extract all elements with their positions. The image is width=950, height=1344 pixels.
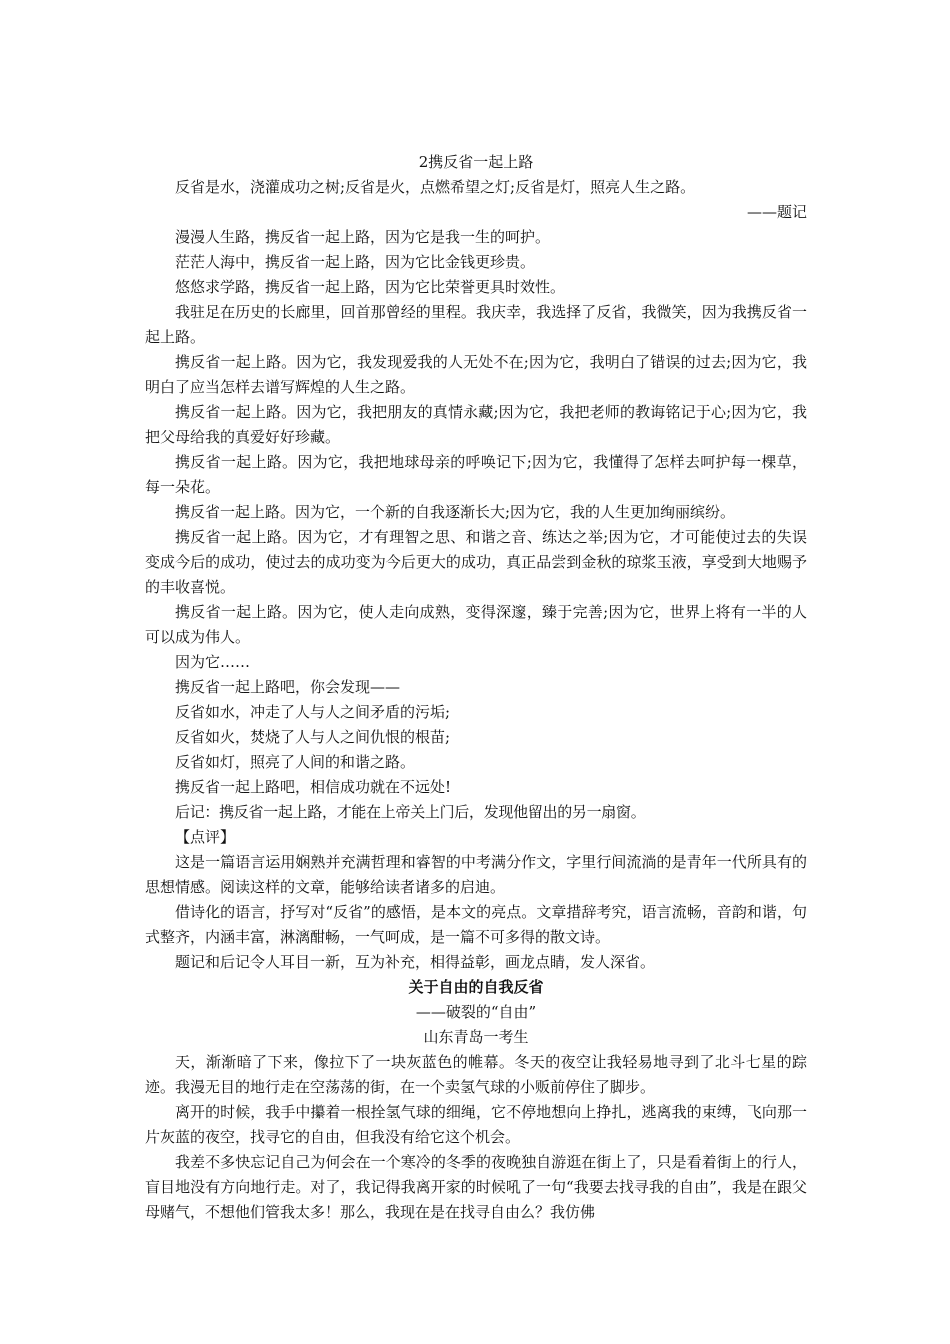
article-title: 2携反省一起上路 (418, 153, 534, 171)
paragraph: 我差不多快忘记自己为何会在一个寒冷的冬季的夜晚独自游逛在街上了，只是看着街上的行人，盲目地没有方向地行走。对了，我记得我离开家的时候吼了一句“我要去找寻我的自由”，我是在跟父母赌气，不想他们管我太多！那么，我现在是在找寻自由么？我仿佛 (145, 1153, 807, 1221)
paragraph: 携反省一起上路。因为它，使人走向成熟，变得深邃，臻于完善;因为它，世界上将有一半的人可以成为伟人。 (145, 603, 807, 646)
paragraph: 悠悠求学路，携反省一起上路，因为它比荣誉更具时效性。 (175, 278, 566, 296)
paragraph: 携反省一起上路。因为它，我发现爱我的人无处不在;因为它，我明白了错误的过去;因为它，我明白了应当怎样去谱写辉煌的人生之路。 (145, 353, 807, 396)
epigraph: 反省是水，浇灌成功之树;反省是火，点燃希望之灯;反省是灯，照亮人生之路。 (175, 178, 696, 196)
paragraph: 漫漫人生路，携反省一起上路，因为它是我一生的呵护。 (175, 228, 551, 246)
paragraph: 携反省一起上路吧，你会发现—— (175, 678, 401, 696)
paragraph: 因为它…… (175, 653, 251, 671)
paragraph: 天，渐渐暗了下来，像拉下了一块灰蓝色的帷幕。冬天的夜空让我轻易地寻到了北斗七星的踪迹。我漫无目的地行走在空荡荡的街，在一个卖氢气球的小贩前停住了脚步。 (145, 1053, 807, 1096)
review-paragraph: 借诗化的语言，抒写对“反省”的感悟，是本文的亮点。文章措辞考究，语言流畅，音韵和谐，句式整齐，内涵丰富，淋漓酣畅，一气呵成，是一篇不可多得的散文诗。 (145, 903, 807, 946)
review-paragraph: 题记和后记令人耳目一新，互为补充，相得益彰，画龙点睛，发人深省。 (175, 953, 656, 971)
article-title-2: 关于自由的自我反省 (408, 978, 544, 996)
paragraph: 携反省一起上路。因为它，我把朋友的真情永藏;因为它，我把老师的教诲铭记于心;因为它，我把父母给我的真爱好好珍藏。 (145, 403, 807, 446)
paragraph: 我驻足在历史的长廊里，回首那曾经的里程。我庆幸，我选择了反省，我微笑，因为我携反省一起上路。 (145, 303, 807, 346)
paragraph: 携反省一起上路。因为它，才有理智之思、和谐之音、练达之举;因为它，才可能使过去的失误变成今后的成功，使过去的成功变为今后更大的成功，真正品尝到金秋的琼浆玉液，享受到大地赐予的丰收喜悦。 (145, 528, 807, 596)
paragraph: 携反省一起上路吧，相信成功就在不远处! (175, 778, 452, 796)
paragraph: 茫茫人海中，携反省一起上路，因为它比金钱更珍贵。 (175, 253, 536, 271)
review-heading: 【点评】 (175, 828, 236, 846)
article-subtitle: ——破裂的“自由” (415, 1003, 537, 1021)
epigraph-attribution: ——题记 (746, 203, 807, 221)
paragraph: 离开的时候，我手中攥着一根拴氢气球的细绳，它不停地想向上挣扎，逃离我的束缚，飞向那一片灰蓝的夜空，找寻它的自由，但我没有给它这个机会。 (145, 1103, 807, 1146)
review-paragraph: 这是一篇语言运用娴熟并充满哲理和睿智的中考满分作文，字里行间流淌的是青年一代所具有的思想情感。阅读这样的文章，能够给读者诸多的启迪。 (145, 853, 807, 896)
article-author: 山东青岛一考生 (423, 1028, 529, 1046)
paragraph: 携反省一起上路。因为它，一个新的自我逐渐长大;因为它，我的人生更加绚丽缤纷。 (175, 503, 736, 521)
document-body (145, 150, 807, 1225)
paragraph: 反省如火，焚烧了人与人之间仇恨的根苗; (175, 728, 451, 746)
postscript: 后记：携反省一起上路，才能在上帝关上门后，发现他留出的另一扇窗。 (175, 803, 646, 821)
paragraph: 反省如灯，照亮了人间的和谐之路。 (175, 753, 416, 771)
paragraph: 携反省一起上路。因为它，我把地球母亲的呼唤记下;因为它，我懂得了怎样去呵护每一棵草，每一朵花。 (145, 453, 807, 496)
paragraph: 反省如水，冲走了人与人之间矛盾的污垢; (175, 703, 451, 721)
